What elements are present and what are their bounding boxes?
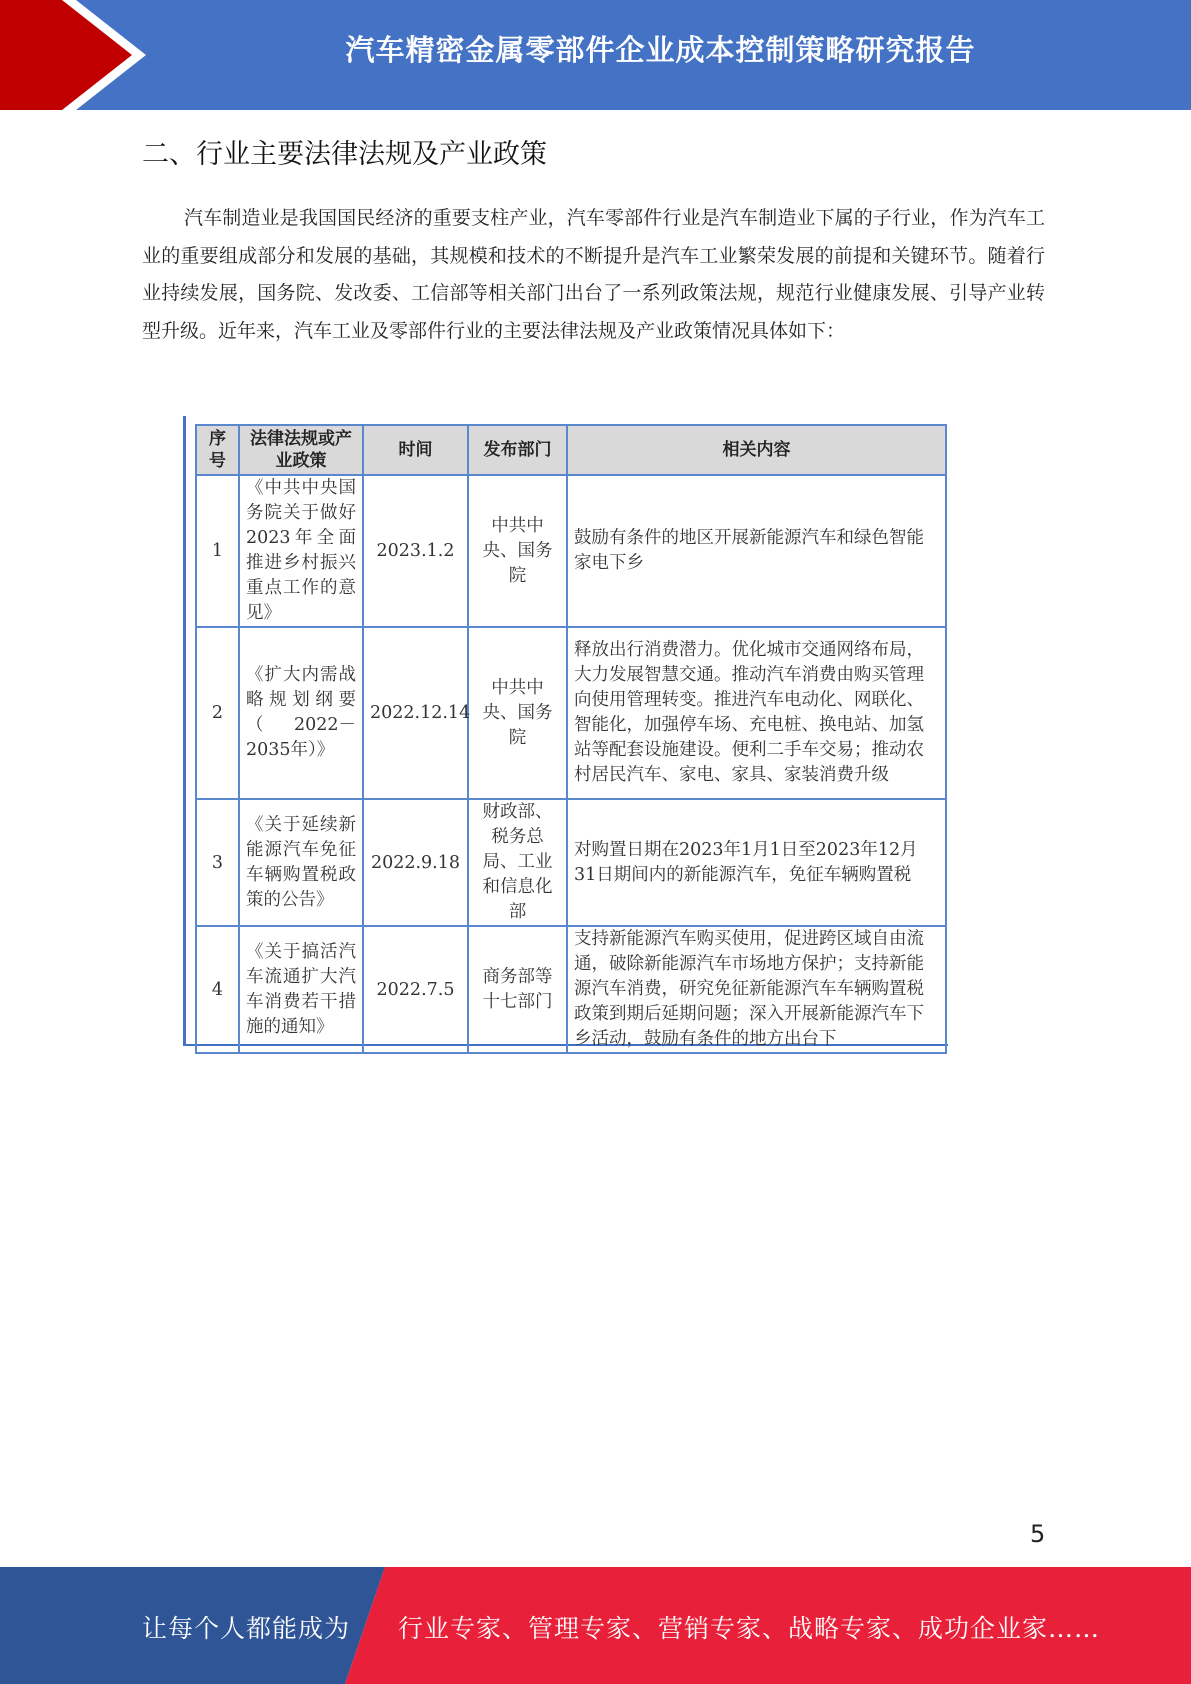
row-dept: 商务部等十七部门: [468, 926, 567, 1053]
page-number: 5: [1030, 1520, 1046, 1548]
header-dept: 发布部门: [468, 425, 567, 475]
page-footer: [0, 1567, 1191, 1684]
row-policy-name: 《关于搞活汽车流通扩大汽车消费若干措施的通知》: [239, 926, 363, 1053]
intro-paragraph: 汽车制造业是我国国民经济的重要支柱产业，汽车零部件行业是汽车制造业下属的子行业，作为汽车工业的重要组成部分和发展的基础，其规模和技术的不断提升是汽车工业繁荣发展的前提和关键环节。随着行业持续发展，国务院、发改委、工信部等相关部门出台了一系列政策法规，规范行业健康发展、引导产业转型升级。近年来，汽车工业及零部件行业的主要法律法规及产业政策情况具体如下：: [142, 207, 1045, 342]
header-date: 时间: [363, 425, 468, 475]
table-row: [196, 475, 946, 627]
row-content: 对购置日期在2023年1月1日至2023年12月31日期间内的新能源汽车，免征车辆购置税: [567, 799, 946, 926]
footer-slogan-left: 让每个人都能成为: [142, 1614, 351, 1643]
row-no: 3: [196, 799, 239, 926]
header-name: 法律法规或产业政策: [239, 425, 363, 475]
table-row: [196, 926, 946, 1053]
table-row: [196, 627, 946, 799]
policy-table-frame: [183, 416, 948, 1049]
row-policy-name: 《中共中央国务院关于做好2023年全面推进乡村振兴重点工作的意见》: [239, 475, 363, 627]
row-date: 2023.1.2: [363, 475, 468, 627]
row-dept: 中共中央、国务院: [468, 627, 567, 799]
row-date: 2022.7.5: [363, 926, 468, 1053]
header-arrow-decoration: [0, 0, 160, 110]
header-no: 序号: [196, 425, 239, 475]
report-title: 汽车精密金属零部件企业成本控制策略研究报告: [345, 33, 976, 67]
row-dept: 财政部、税务总局、工业和信息化部: [468, 799, 567, 926]
row-no: 1: [196, 475, 239, 627]
table-header-row: [196, 425, 946, 475]
footer-slogan-right: 行业专家、管理专家、营销专家、战略专家、成功企业家……: [398, 1614, 1101, 1643]
page-header: [0, 0, 1191, 110]
row-date: 2022.12.14: [363, 627, 468, 799]
section-title: 二、行业主要法律法规及产业政策: [142, 139, 547, 170]
header-content: 相关内容: [567, 425, 946, 475]
row-content: 释放出行消费潜力。优化城市交通网络布局，大力发展智慧交通。推动汽车消费由购买管理向使用管理转变。推进汽车电动化、网联化、智能化，加强停车场、充电桩、换电站、加氢站等配套设施建设。便利二手车交易；推动农村居民汽车、家电、家具、家装消费升级: [567, 627, 946, 799]
row-dept: 中共中央、国务院: [468, 475, 567, 627]
policy-table: [195, 424, 947, 1054]
row-no: 4: [196, 926, 239, 1053]
table-row: [196, 799, 946, 926]
row-policy-name: 《扩大内需战略规划纲要（2022－2035年）》: [239, 627, 363, 799]
row-content: 支持新能源汽车购买使用，促进跨区域自由流通，破除新能源汽车市场地方保护；支持新能源汽车消费，研究免征新能源汽车车辆购置税政策到期后延期问题；深入开展新能源汽车下乡活动，鼓励有条件的地方出台下: [567, 926, 946, 1053]
row-policy-name: 《关于延续新能源汽车免征车辆购置税政策的公告》: [239, 799, 363, 926]
row-date: 2022.9.18: [363, 799, 468, 926]
row-no: 2: [196, 627, 239, 799]
row-content: 鼓励有条件的地区开展新能源汽车和绿色智能家电下乡: [567, 475, 946, 627]
